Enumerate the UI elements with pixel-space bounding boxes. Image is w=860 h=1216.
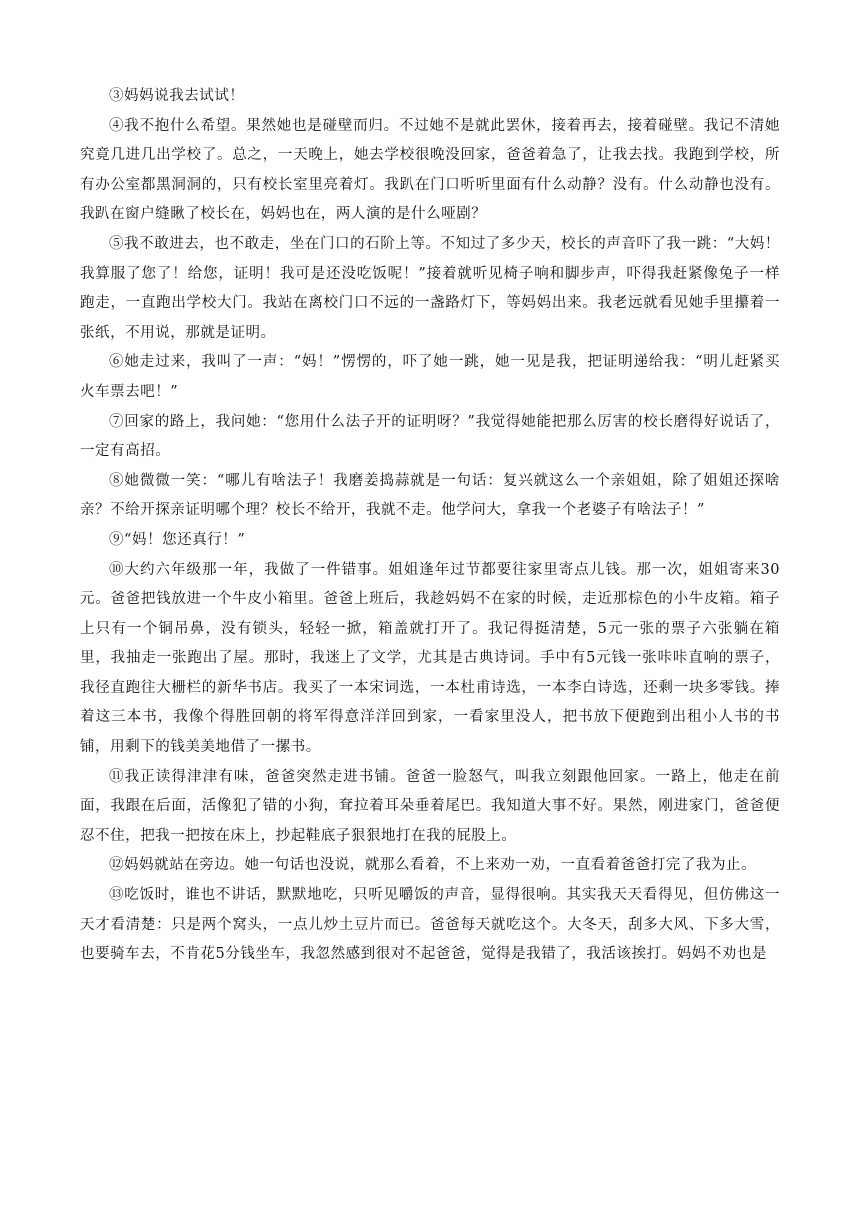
paragraph-9: ⑨“妈！您还真行！” [109, 531, 246, 548]
paragraph-10: ⑩大约六年级那一年，我做了一件错事。姐姐逢年过节都要往家里寄点儿钱。那一次，姐姐寄来30元。爸爸把钱放进一个牛皮小箱里。爸爸上班后，我趁妈妈不在家的时候，走近那棕色的小牛皮箱。箱子上只有一个铜吊鼻，没有锁头，轻轻一掀，箱盖就打开了。我记得挺清楚，5元一张的票子六张躺在箱里，我抽走一张跑出了屋。那时，我迷上了文学，尤其是古典诗词。手中有5元钱一张咔咔直响的票子，我径直跑往大栅栏的新华书店。我买了一本宋词选，一本杜甫诗选，一本李白诗选，还剩一块多零钱。捧着这三本书，我像个得胜回朝的将军得意洋洋回到家，一看家里没人，把书放下便跑到出租小人书的书铺，用剩下的钱美美地借了一摞书。 [80, 561, 780, 756]
paragraph-6: ⑥她走过来，我叫了一声：“妈！”愣愣的，吓了她一跳，她一见是我，把证明递给我：“明儿赶紧买火车票去吧！” [80, 354, 780, 400]
paragraph-11: ⑪我正读得津津有味，爸爸突然走进书铺。爸爸一脸怒气，叫我立刻跟他回家。一路上，他走在前面，我跟在后面，活像犯了错的小狗，耷拉着耳朵垂着尾巴。我知道大事不好。果然，刚进家门，爸爸便忍不住，把我一把按在床上，抄起鞋底子狠狠地打在我的屁股上。 [80, 768, 780, 844]
paragraph-8: ⑧她微微一笑：“哪儿有啥法子！我磨姜捣蒜就是一句话：复兴就这么一个亲姐姐，除了姐姐还探啥亲？不给开探亲证明哪个理？校长不给开，我就不走。他学问大，拿我一个老婆子有啥法子！” [80, 472, 780, 519]
paragraph-5: ⑤我不敢进去，也不敢走，坐在门口的石阶上等。不知过了多少天，校长的声音吓了我一跳：“大妈！我算服了您了！给您，证明！我可是还没吃饭呢！”接着就听见椅子响和脚步声，吓得我赶紧像兔子一样跑走，一直跑出学校大门。我站在离校门口不远的一盏路灯下，等妈妈出来。我老远就看见她手里攥着一张纸，不用说，那就是证明。 [80, 235, 780, 341]
paragraph-12: ⑫妈妈就站在旁边。她一句话也没说，就那么看着，不上来劝一劝，一直看着爸爸打完了我为止。 [109, 857, 757, 874]
paragraph-3: ③妈妈说我去试试！ [109, 88, 245, 104]
document-page [80, 82, 780, 970]
paragraph-7: ⑦回家的路上，我问她：“您用什么法子开的证明呀？”我觉得她能把那么厉害的校长磨得好说话了，一定有高招。 [80, 413, 780, 460]
paragraph-13: ⑬吃饭时，谁也不讲话，默默地吃，只听见嚼饭的声音，显得很响。其实我天天看得见，但仿佛这一天才看清楚：只是两个窝头，一点儿炒土豆片而已。爸爸每天就吃这个。大冬天，刮多大风、下多大雪，也要骑车去，不肯花5分钱坐车，我忽然感到很对不起爸爸，觉得是我错了，我活该挨打。妈妈不劝也是 [80, 887, 780, 963]
paragraph-4: ④我不抱什么希望。果然她也是碰壁而归。不过她不是就此罢休，接着再去，接着碰壁。我记不清她究竟几进几出学校了。总之，一天晚上，她去学校很晚没回家，爸爸着急了，让我去找。我跑到学校，所有办公室都黑洞洞的，只有校长室里亮着灯。我趴在门口听听里面有什么动静？没有。什么动静也没有。我趴在窗户缝瞅了校长在，妈妈也在，两人演的是什么哑剧？ [80, 117, 780, 223]
